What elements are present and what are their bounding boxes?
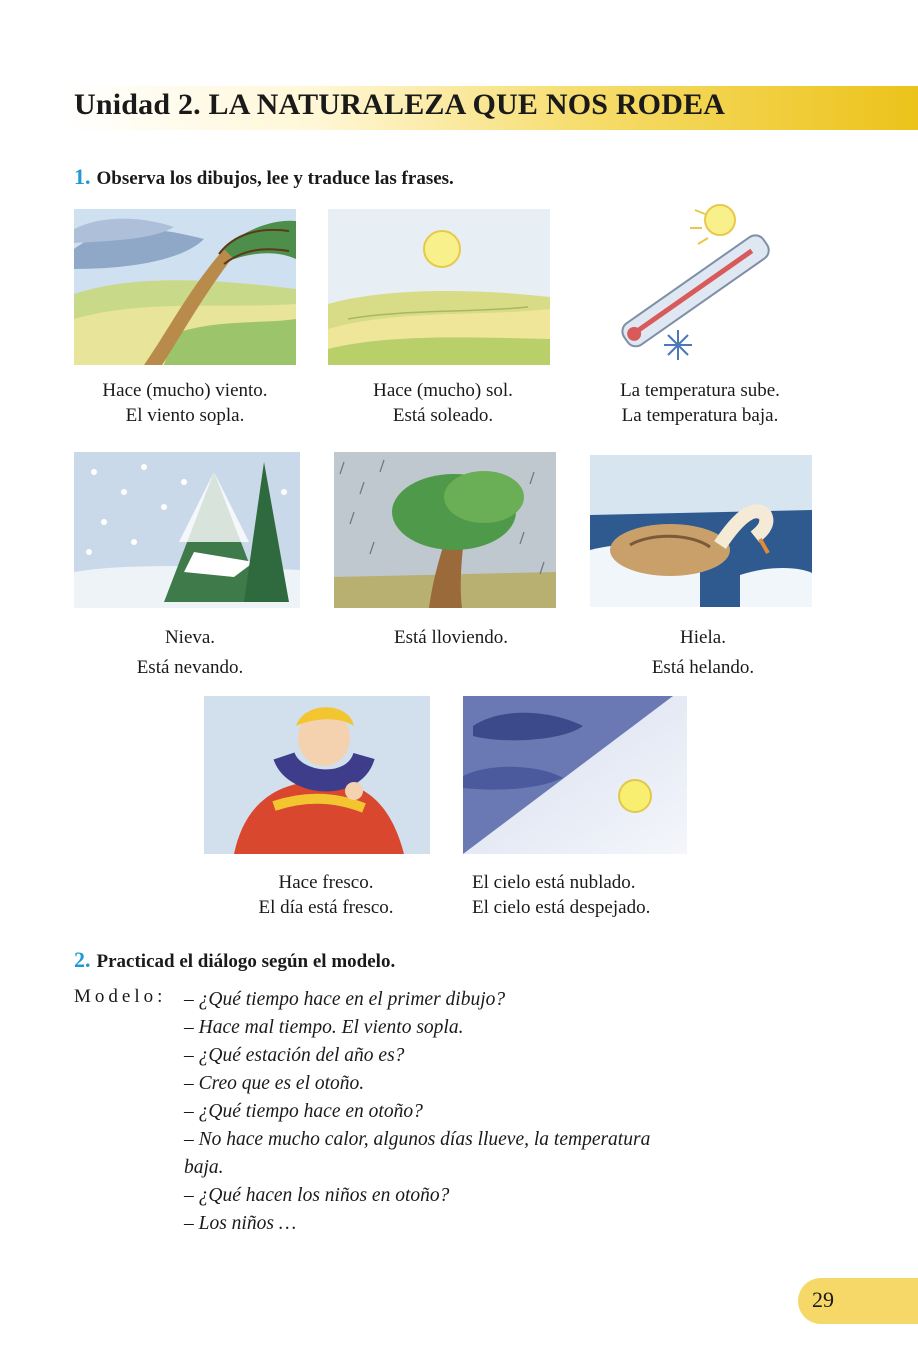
windy-field-picture xyxy=(74,209,296,365)
dialogue-line: – ¿Qué hacen los niños en otoño? xyxy=(184,1185,450,1206)
caption-line: Está lloviendo. xyxy=(394,627,508,648)
caption-line: El día está fresco. xyxy=(258,897,394,918)
caption-windy xyxy=(74,378,296,428)
caption-line: El cielo está nublado. xyxy=(472,872,636,893)
caption-line: Hace fresco. xyxy=(278,872,374,893)
dialogue-line: – Los niños … xyxy=(184,1213,297,1234)
exercise-2-heading xyxy=(74,947,395,973)
caption-line: Está soleado. xyxy=(392,405,494,426)
dialogue-line: – Creo que es el otoño. xyxy=(184,1073,365,1094)
caption-line: La temperatura sube. xyxy=(620,380,780,401)
dialogue-line: – ¿Qué estación del año es? xyxy=(184,1045,405,1066)
caption-line: El viento sopla. xyxy=(125,405,245,426)
exercise-2-instruction: Practicad el diálogo según el modelo. xyxy=(96,951,396,972)
caption-cool xyxy=(216,870,436,920)
caption-sunny xyxy=(328,378,558,428)
exercise-2-number: 2. xyxy=(74,947,91,972)
exercise-1-heading xyxy=(74,164,454,190)
cold-boy-picture xyxy=(204,696,430,854)
cloudy-clear-sky-picture xyxy=(463,696,687,854)
caption-ice xyxy=(592,623,814,683)
snowy-fir-picture xyxy=(74,452,300,608)
caption-rain xyxy=(340,623,562,653)
dialogue-line: baja. xyxy=(184,1157,224,1178)
goose-ice-picture xyxy=(590,455,812,607)
sunny-field-picture xyxy=(328,209,550,365)
caption-line: Hace (mucho) viento. xyxy=(102,380,268,401)
caption-line: La temperatura baja. xyxy=(621,405,779,426)
page-number: 29 xyxy=(812,1287,834,1312)
caption-line: Está nevando. xyxy=(136,657,244,678)
caption-line: Hiela. xyxy=(680,627,726,648)
unit-title: Unidad 2. LA NATURALEZA QUE NOS RODEA xyxy=(74,88,726,121)
caption-snow xyxy=(80,623,300,683)
exercise-1-number: 1. xyxy=(74,164,91,189)
caption-line: El cielo está despejado. xyxy=(472,897,651,918)
rainy-tree-picture xyxy=(334,452,556,608)
caption-temperature xyxy=(590,378,810,428)
dialogue-line: – ¿Qué tiempo hace en el primer dibujo? xyxy=(184,989,506,1010)
dialogue-line: – Hace mal tiempo. El viento sopla. xyxy=(184,1017,464,1038)
model-label: Modelo: xyxy=(74,986,167,1007)
caption-line: Está helando. xyxy=(651,657,755,678)
dialogue-line: – No hace mucho calor, algunos días llueve, la temperatura xyxy=(184,1129,651,1150)
caption-line: Hace (mucho) sol. xyxy=(373,380,513,401)
caption-line: Nieva. xyxy=(164,627,216,648)
thermometer-picture xyxy=(590,200,800,370)
dialogue-line: – ¿Qué tiempo hace en otoño? xyxy=(184,1101,423,1122)
caption-sky xyxy=(472,870,702,920)
exercise-1-instruction: Observa los dibujos, lee y traduce las frases. xyxy=(96,168,454,189)
model-dialogue xyxy=(184,986,754,1238)
